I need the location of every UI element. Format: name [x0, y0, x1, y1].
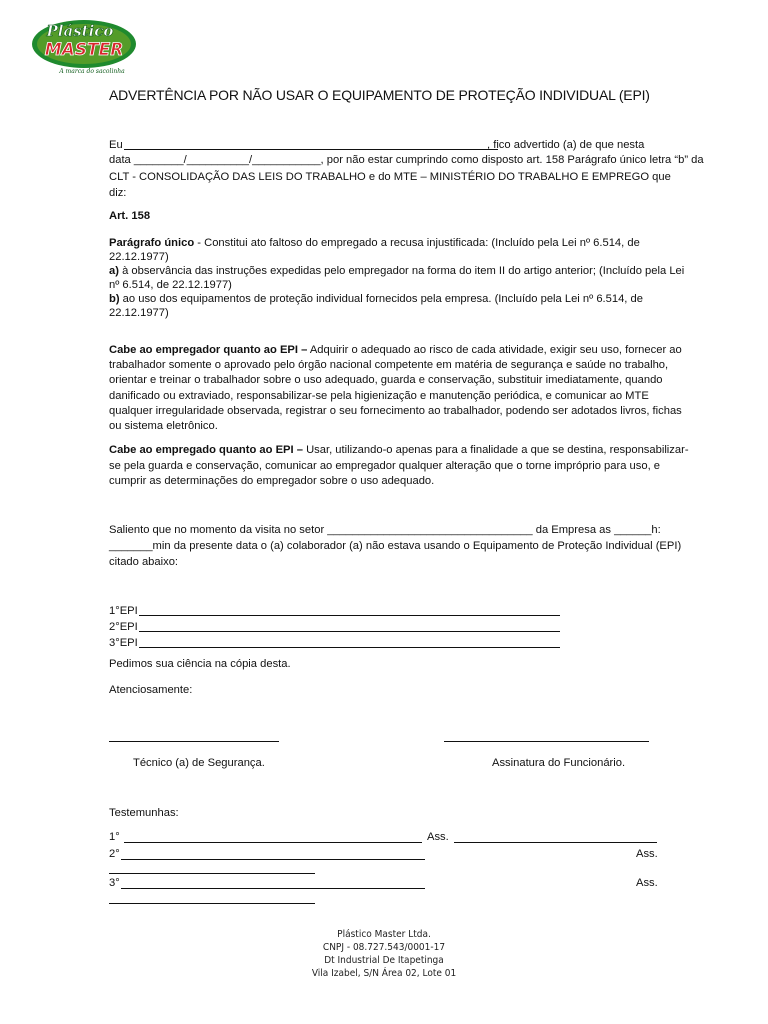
closing-request: Pedimos sua ciência na cópia desta.	[109, 658, 291, 670]
epi-item-2	[109, 619, 657, 635]
epi-item-1	[109, 603, 657, 619]
footer-address: Vila Izabel, S/N Área 02, Lote 01	[311, 968, 457, 979]
witnesses-label: Testemunhas:	[109, 807, 179, 819]
witness-3-name-line[interactable]	[121, 888, 425, 889]
epi-blank[interactable]	[139, 631, 560, 632]
employer-label: Cabe ao empregador quanto ao EPI –	[109, 344, 308, 356]
footer-district: Dt Industrial De Itapetinga	[324, 955, 444, 966]
logo-graphic	[30, 14, 142, 78]
employee-line-2: cumprir as determinações do empregador sobre o uso adequado.	[109, 475, 435, 487]
witness-2-signature-line[interactable]	[109, 873, 315, 874]
intro-line3: CLT - CONSOLIDAÇÃO DAS LEIS DO TRABALHO e do MTE – MINISTÉRIO DO TRABALHO E EMPREGO que	[109, 171, 671, 183]
article-heading: Art. 158	[109, 210, 151, 222]
logo-brand-bottom: MASTER	[44, 40, 124, 60]
item-b-text: ao uso dos equipamentos de proteção individual fornecidos pela empresa. (Incluído pela Lei nº 6.514, de	[122, 293, 643, 305]
witness-2-label: 2°	[109, 848, 120, 860]
witness-3-label: 3°	[109, 877, 120, 889]
witness-1-label: 1°	[109, 831, 120, 843]
intro-eu: Eu	[109, 139, 123, 151]
employer-line-4: qualquer irregularidade observada, registrar o seu fornecimento ao trabalhador, podendo ser adotados livros, fichas	[109, 404, 682, 417]
employee-line-1: se pela guarda e conservação, comunicar ao empregador qualquer alteração que o torne impróprio para uso, e	[109, 459, 661, 472]
employee-line-0: Usar, utilizando-o apenas para a finalidade a que se destina, responsabilizar-	[306, 444, 689, 456]
employee-signature-line[interactable]	[444, 741, 649, 742]
employer-line-3: danificado ou extraviado, responsabilizar-se pela higienização e manutenção periódica, e comunicar ao MTE	[109, 389, 649, 402]
footer-cnpj: CNPJ - 08.727.543/0001-17	[322, 942, 446, 953]
visit-paragraph	[109, 522, 682, 570]
witness-1-name-line[interactable]	[124, 842, 422, 843]
employee-duties	[109, 443, 689, 490]
epi-item-3	[109, 635, 657, 651]
item-a-text: à observância das instruções expedidas pelo empregador na forma do item II do artigo anterior; (Incluído pela Lei	[122, 265, 685, 277]
paragrafo-text: - Constitui ato faltoso do empregado a recusa injustificada: (Incluído pela Lei nº 6.514, de	[197, 237, 640, 249]
tech-signature-label: Técnico (a) de Segurança.	[133, 757, 265, 769]
item-a-text2: nº 6.514, de 22.12.1977)	[109, 279, 232, 291]
witness-3-signature-line[interactable]	[109, 903, 315, 904]
epi-item-label: 2°EPI	[109, 621, 138, 633]
intro-line2: data ________/__________/___________, por não estar cumprindo como disposto art. 158 Parágrafo único letra “b” da	[109, 154, 704, 166]
employee-signature-label: Assinatura do Funcionário.	[492, 757, 626, 769]
witness-2-ass: Ass.	[636, 848, 658, 860]
footer-company: Plástico Master Ltda.	[337, 929, 431, 940]
company-logo	[30, 14, 142, 78]
paragrafo-label: Parágrafo único	[109, 237, 195, 249]
visit-line-3: citado abaixo:	[109, 556, 179, 568]
item-a-label: a)	[109, 265, 119, 277]
employer-line-1: trabalhador somente o aprovado pelo órgão nacional competente em matéria de segurança e saúde no trabalho,	[109, 359, 669, 372]
employer-duties	[109, 343, 682, 434]
item-b-date: 22.12.1977)	[109, 307, 169, 319]
name-blank[interactable]	[124, 149, 498, 150]
document-title: ADVERTÊNCIA POR NÃO USAR O EQUIPAMENTO DE PROTEÇÃO INDIVIDUAL (EPI)	[109, 87, 650, 103]
item-b-label: b)	[109, 293, 120, 305]
employer-line-5: ou sistema eletrônico.	[109, 420, 218, 433]
intro-paragraph	[109, 138, 704, 200]
footer	[0, 928, 768, 980]
witness-2-name-line[interactable]	[121, 859, 425, 860]
witness-1-ass: Ass.	[427, 831, 449, 843]
article-body	[109, 236, 685, 320]
employer-line-0: Adquirir o adequado ao risco de cada atividade, exigir seu uso, fornecer ao	[309, 344, 682, 356]
epi-list	[109, 603, 657, 651]
intro-line1-end: , fico advertido (a) de que nesta	[487, 139, 645, 151]
visit-line-1: Saliento que no momento da visita no setor _________________________________ da Empresa as ______h:	[109, 524, 661, 536]
closing-regards: Atenciosamente:	[109, 684, 193, 696]
epi-blank[interactable]	[139, 615, 560, 616]
witness-1-signature-line[interactable]	[454, 842, 657, 843]
paragrafo-date: 22.12.1977)	[109, 251, 169, 263]
intro-line4: diz:	[109, 187, 127, 199]
logo-tagline: A marca do sacolinha	[59, 68, 125, 75]
epi-item-label: 3°EPI	[109, 637, 138, 649]
epi-blank[interactable]	[139, 647, 560, 648]
employer-line-2: orientar e treinar o trabalhador sobre o uso adequado, guarda e conservação, substituir imediatamente, quando	[109, 374, 663, 387]
visit-line-2: _______min da presente data o (a) colaborador (a) não estava usando o Equipamento de Proteção Individual (EPI)	[109, 540, 682, 552]
tech-signature-line[interactable]	[109, 741, 279, 742]
epi-item-label: 1°EPI	[109, 605, 138, 617]
logo-brand-top: Plástico	[46, 22, 114, 40]
witness-3-ass: Ass.	[636, 877, 658, 889]
employee-label: Cabe ao empregado quanto ao EPI –	[109, 444, 303, 456]
